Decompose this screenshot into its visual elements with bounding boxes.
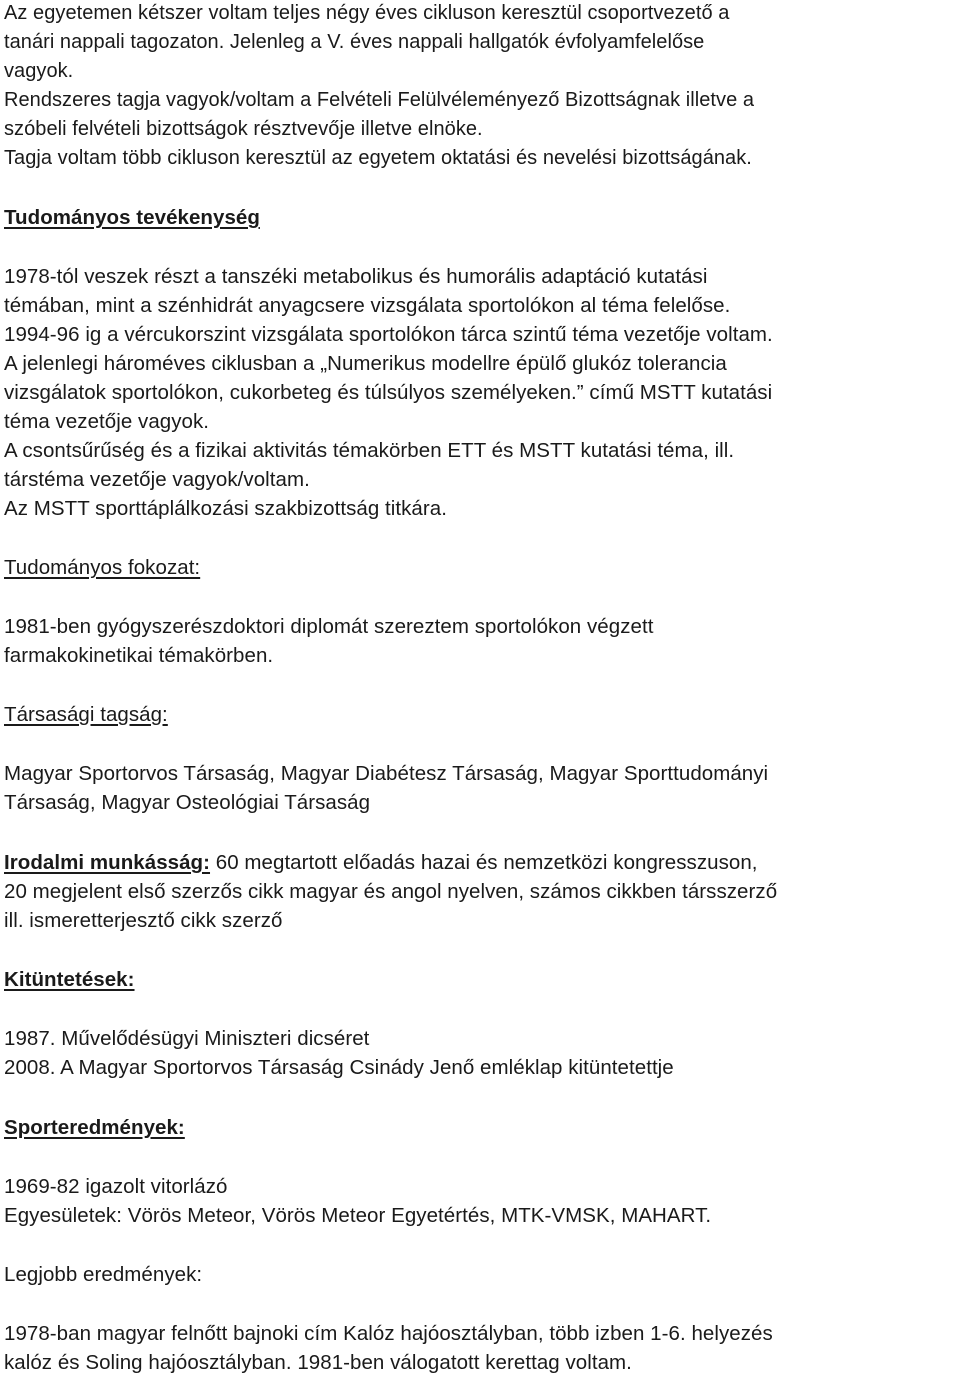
membership-line-1: Magyar Sportorvos Társaság, Magyar Diabétesz Társaság, Magyar Sporttudományi	[4, 762, 769, 785]
sports-best-label: Legjobb eredmények:	[4, 1263, 203, 1286]
sports-line-1: 1969-82 igazolt vitorlázó	[4, 1175, 228, 1198]
literary-line-1	[4, 848, 758, 877]
literary-heading: Irodalmi munkásság:	[4, 851, 211, 874]
sports-line-3: 1978-ban magyar felnőtt bajnoki cím Kalóz hajóosztályban, több izben 1-6. helyezés	[4, 1322, 773, 1345]
science-heading: Tudományos tevékenység	[4, 206, 260, 229]
literary-line-3: ill. ismeretterjesztő cikk szerző	[4, 909, 283, 932]
intro-line-2: tanári nappali tagozaton. Jelenleg a V. éves nappali hallgatók évfolyamfelelőse	[4, 31, 705, 53]
literary-line-2: 20 megjelent első szerzős cikk magyar és angol nyelven, számos cikkben társszerző	[4, 880, 778, 903]
sports-heading: Sporteredmények:	[4, 1116, 185, 1139]
intro-line-3: vagyok.	[4, 60, 74, 82]
degree-heading: Tudományos fokozat:	[4, 556, 201, 579]
science-line-6: téma vezetője vagyok.	[4, 410, 210, 433]
science-line-8: társtéma vezetője vagyok/voltam.	[4, 468, 310, 491]
sports-line-4: kalóz és Soling hajóosztályban. 1981-ben válogatott kerettag voltam.	[4, 1351, 632, 1374]
science-line-1: 1978-tól veszek részt a tanszéki metabolikus és humorális adaptáció kutatási	[4, 265, 708, 288]
awards-heading: Kitüntetések:	[4, 968, 135, 991]
intro-line-4: Rendszeres tagja vagyok/voltam a Felvételi Felülvéleményező Bizottságnak illetve a	[4, 89, 755, 111]
intro-line-5: szóbeli felvételi bizottságok résztvevője illetve elnöke.	[4, 118, 483, 140]
sports-line-2: Egyesületek: Vörös Meteor, Vörös Meteor Egyetértés, MTK-VMSK, MAHART.	[4, 1204, 712, 1227]
awards-line-1: 1987. Művelődésügyi Miniszteri dicséret	[4, 1027, 370, 1050]
intro-line-1: Az egyetemen kétszer voltam teljes négy éves cikluson keresztül csoportvezető a	[4, 2, 730, 24]
membership-line-2: Társaság, Magyar Osteológiai Társaság	[4, 791, 371, 814]
degree-line-1: 1981-ben gyógyszerészdoktori diplomát szereztem sportolókon végzett	[4, 615, 654, 638]
science-line-9: Az MSTT sporttáplálkozási szakbizottság titkára.	[4, 497, 447, 520]
membership-heading: Társasági tagság:	[4, 703, 168, 726]
science-line-3: 1994-96 ig a vércukorszint vizsgálata sportolókon tárca szintű téma vezetője voltam.	[4, 323, 773, 346]
science-line-7: A csontsűrűség és a fizikai aktivitás témakörben ETT és MSTT kutatási téma, ill.	[4, 439, 735, 462]
literary-line-1-text: 60 megtartott előadás hazai és nemzetközi kongresszuson,	[210, 851, 758, 874]
intro-line-6: Tagja voltam több cikluson keresztül az egyetem oktatási és nevelési bizottságának.	[4, 147, 752, 169]
science-line-4: A jelenlegi hároméves ciklusban a „Numerikus modellre épülő glukóz tolerancia	[4, 352, 727, 375]
awards-line-2: 2008. A Magyar Sportorvos Társaság Csinády Jenő emléklap kitüntetettje	[4, 1056, 674, 1079]
science-line-5: vizsgálatok sportolókon, cukorbeteg és túlsúlyos személyeken.” című MSTT kutatási	[4, 381, 773, 404]
degree-line-2: farmakokinetikai témakörben.	[4, 644, 274, 667]
science-line-2: témában, mint a szénhidrát anyagcsere vizsgálata sportolókon al téma felelőse.	[4, 294, 731, 317]
